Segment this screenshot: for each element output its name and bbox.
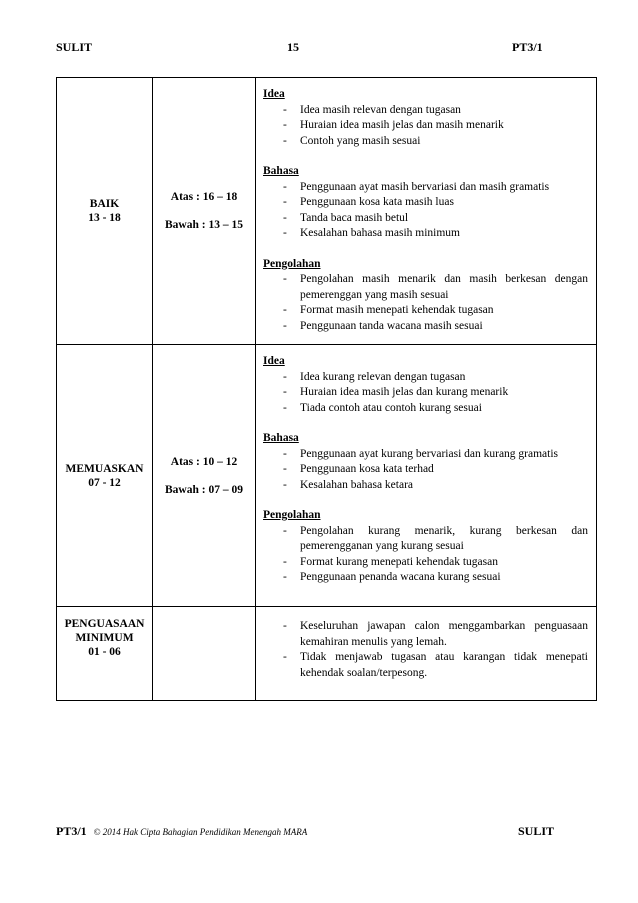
list-item: - Penggunaan ayat masih bervariasi dan masih gramatis bbox=[283, 180, 550, 193]
criteria-list bbox=[263, 447, 588, 494]
score-cell bbox=[153, 78, 256, 345]
list-item: - Kesalahan bahasa masih minimum bbox=[283, 227, 461, 239]
criteria-list bbox=[263, 619, 588, 681]
score-cell bbox=[153, 345, 256, 607]
header-right: PT3/1 bbox=[512, 40, 543, 54]
list-item: - Penggunaan ayat kurang bervariasi dan kurang gramatis bbox=[283, 447, 559, 460]
list-item: - Huraian idea masih jelas dan masih menarik bbox=[283, 119, 504, 131]
section-title-bahasa: Bahasa bbox=[263, 432, 299, 444]
list-item: - Penggunaan tanda wacana masih sesuai bbox=[283, 319, 483, 332]
list-item: - Idea kurang relevan dengan tugasan bbox=[283, 370, 466, 383]
list-item: - Pengolahan kurang menarik, kurang berkesan dan pemerengganan yang kurang sesuai bbox=[283, 524, 588, 552]
footer-right: SULIT bbox=[518, 824, 555, 838]
score-bawah: Bawah : 13 – 15 bbox=[165, 219, 243, 231]
band-cell bbox=[57, 345, 153, 607]
criteria-cell bbox=[256, 345, 597, 607]
section-title-pengolahan: Pengolahan bbox=[263, 257, 321, 270]
section-title-idea: Idea bbox=[263, 355, 285, 367]
score-bawah: Bawah : 07 – 09 bbox=[165, 483, 243, 496]
criteria-list bbox=[263, 180, 588, 242]
criteria-list bbox=[263, 370, 588, 417]
page-number: 15 bbox=[287, 40, 299, 54]
band-range: 07 - 12 bbox=[88, 476, 121, 489]
band-cell bbox=[57, 78, 153, 345]
criteria-cell bbox=[256, 607, 597, 701]
section-title-bahasa: Bahasa bbox=[263, 165, 299, 177]
list-item: - Penggunaan kosa kata masih luas bbox=[283, 196, 454, 208]
section-title-pengolahan: Pengolahan bbox=[263, 509, 321, 521]
list-item: - Idea masih relevan dengan tugasan bbox=[283, 103, 461, 116]
score-atas: Atas : 16 – 18 bbox=[170, 191, 238, 203]
list-item: - Kesalahan bahasa ketara bbox=[283, 478, 414, 491]
header-left: SULIT bbox=[56, 40, 93, 54]
list-item: - Contoh yang masih sesuai bbox=[283, 134, 421, 147]
criteria-cell bbox=[256, 78, 597, 345]
list-item: - Huraian idea masih jelas dan kurang menarik bbox=[283, 386, 509, 398]
rubric-row-baik bbox=[57, 78, 597, 345]
rubric-row-memuaskan bbox=[57, 345, 597, 607]
rubric-row-minimum bbox=[57, 607, 597, 701]
list-item: - Pengolahan masih menarik dan masih berkesan dengan pemerenggan yang masih sesuai bbox=[283, 273, 588, 301]
criteria-list bbox=[263, 524, 588, 586]
list-item: - Tiada contoh atau contoh kurang sesuai bbox=[283, 401, 482, 414]
score-cell bbox=[153, 607, 256, 701]
list-item: - Penggunaan penanda wacana kurang sesuai bbox=[283, 571, 501, 583]
footer-left bbox=[56, 824, 307, 839]
section-title-idea: Idea bbox=[263, 88, 285, 100]
score-atas: Atas : 10 – 12 bbox=[170, 455, 238, 468]
rubric-table bbox=[56, 77, 597, 701]
list-item: - Penggunaan kosa kata terhad bbox=[283, 463, 434, 475]
list-item: - Tidak menjawab tugasan atau karangan tidak menepati kehendak soalan/terpesong. bbox=[283, 651, 588, 679]
band-range: 13 - 18 bbox=[88, 212, 121, 224]
band-range: 01 - 06 bbox=[88, 646, 121, 658]
band-cell bbox=[57, 607, 153, 701]
list-item: - Format kurang menepati kehendak tugasan bbox=[283, 555, 498, 568]
list-item: - Keseluruhan jawapan calon menggambarkan penguasaan kemahiran menulis yang lemah. bbox=[283, 620, 588, 648]
band-name: BAIK bbox=[89, 198, 120, 210]
list-item: - Format masih menepati kehendak tugasan bbox=[283, 304, 494, 316]
list-item: - Tanda baca masih betul bbox=[283, 211, 409, 224]
criteria-list bbox=[263, 103, 588, 150]
band-name: MEMUASKAN bbox=[65, 462, 144, 475]
criteria-list bbox=[263, 272, 588, 334]
band-name: PENGUASAAN MINIMUM bbox=[64, 618, 145, 644]
footer-copyright: © 2014 Hak Cipta Bahagian Pendidikan Menengah MARA bbox=[93, 827, 308, 837]
footer-code: PT3/1 bbox=[56, 824, 87, 838]
